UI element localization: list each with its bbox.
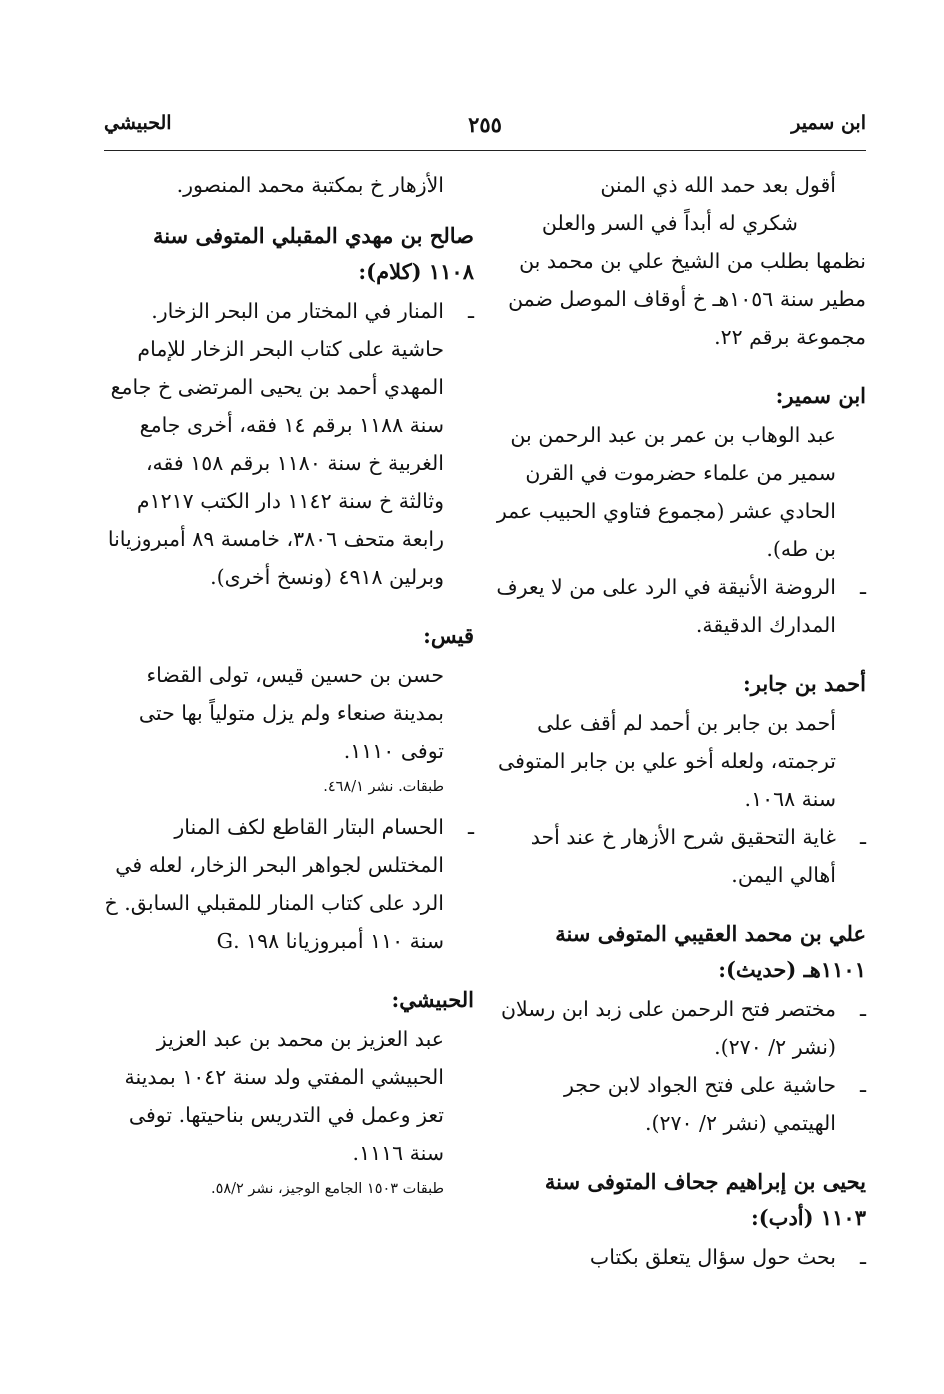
dash-marker: ـ xyxy=(467,299,474,323)
running-head-left: الحبيشي xyxy=(104,112,172,134)
list-item xyxy=(104,808,474,960)
dash-marker: ـ xyxy=(859,825,866,849)
list-item-text: المنار في المختار من البحر الزخار. حاشية على كتاب البحر الزخار للإمام المهدي أحمد بن يحيى المرتضى خ جامع سنة ١١٨٨ برقم ١٤ فقه، أخرى جامع الغربية خ سنة ١١٨٠ برقم ١٥٨ فقه، وثالثة خ سنة ١١٤٢ دار الكتب ١٢١٧م رابعة متحف ٣٨٠٦، خامسة ٨٩ أمبروزيانا وبرلين ٤٩١٨ (ونسخ أخرى). xyxy=(107,299,444,589)
list-item-text: بحث حول سؤال يتعلق بكتاب xyxy=(589,1245,836,1269)
paragraph: أحمد بن جابر بن أحمد لم أقف على ترجمته، ولعله أخو علي بن جابر المتوفى سنة ١٠٦٨. xyxy=(497,711,836,811)
list-item-text: الحسام البتار القاطع لكف المنار المختلس لجواهر البحر الزخار، لعله في الرد على كتاب المنار للمقبلي السابق. خ سنة ١١٠ أمبروزيانا ١٩٨ .G xyxy=(104,815,444,953)
entry-heading: صالح بن مهدي المقبلي المتوفى سنة ١١٠٨ (كلام): xyxy=(152,223,474,284)
right-column xyxy=(496,166,866,1276)
list-item xyxy=(496,1066,866,1142)
list-item xyxy=(496,990,866,1066)
left-column xyxy=(104,166,474,1210)
list-item-text: مختصر فتح الرحمن على زبد ابن رسلان (نشر ٢/ ٢٧٠). xyxy=(500,997,836,1059)
entry-heading: يحيى بن إبراهيم جحاف المتوفى سنة ١١٠٣ (أدب): xyxy=(544,1169,866,1230)
dash-marker: ـ xyxy=(859,575,866,599)
paragraph: الأزهار خ بمكتبة محمد المنصور. xyxy=(176,173,444,197)
list-item-text: حاشية على فتح الجواد لابن حجر الهيتمي (نشر ٢/ ٢٧٠). xyxy=(564,1073,836,1135)
dash-marker: ـ xyxy=(859,997,866,1021)
entry-heading: أحمد بن جابر: xyxy=(743,671,866,696)
verse-line: شكري له أبداً في السر والعلن xyxy=(541,211,798,235)
page-number: ٢٥٥ xyxy=(468,112,502,137)
text-columns xyxy=(0,166,944,1366)
list-item-text: الروضة الأنيقة في الرد على من لا يعرف المدارك الدقيقة. xyxy=(496,575,836,637)
dash-marker: ـ xyxy=(859,1073,866,1097)
source-note: طبقات. نشر ٤٦٨/١. xyxy=(323,779,444,795)
entry-heading: ابن سمير: xyxy=(775,383,866,408)
list-item xyxy=(496,1238,866,1276)
list-item xyxy=(496,818,866,894)
paragraph: حسن بن حسين قيس، تولى القضاء بمدينة صنعاء ولم يزل متولياً بها حتى توفى ١١١٠. xyxy=(138,663,444,763)
verse-line: أقول بعد حمد الله ذي المنن xyxy=(600,173,836,197)
list-item xyxy=(104,292,474,596)
page-header xyxy=(104,112,866,151)
entry-heading: علي بن محمد العقيبي المتوفى سنة ١١٠١هـ (حديث): xyxy=(555,921,866,982)
entry-heading: قيس: xyxy=(423,623,474,648)
entry-heading: الحبيشي: xyxy=(391,987,474,1012)
source-note: طبقات ١٥٠٣ الجامع الوجيز، نشر ٥٨/٢. xyxy=(210,1181,444,1197)
dash-marker: ـ xyxy=(467,815,474,839)
dash-marker: ـ xyxy=(859,1245,866,1269)
list-item-text: غاية التحقيق شرح الأزهار خ عند أحد أهالي اليمن. xyxy=(530,825,836,887)
running-head-right: ابن سمير xyxy=(791,112,866,134)
paragraph: نظمها بطلب من الشيخ علي بن محمد بن مطير سنة ١٠٥٦هـ خ أوقاف الموصل ضمن مجموعة برقم ٢٢. xyxy=(508,249,866,349)
paragraph: عبد الوهاب بن عمر بن عبد الرحمن بن سمير من علماء حضرموت في القرن الحادي عشر (مجموع فتاوي الحبيب عمر بن طه). xyxy=(496,423,836,561)
paragraph: عبد العزيز بن محمد بن عبد العزيز الحبيشي المفتي ولد سنة ١٠٤٢ بمدينة تعز وعمل في التدريس بناحيتها. توفى سنة ١١١٦. xyxy=(124,1027,444,1165)
list-item xyxy=(496,568,866,644)
